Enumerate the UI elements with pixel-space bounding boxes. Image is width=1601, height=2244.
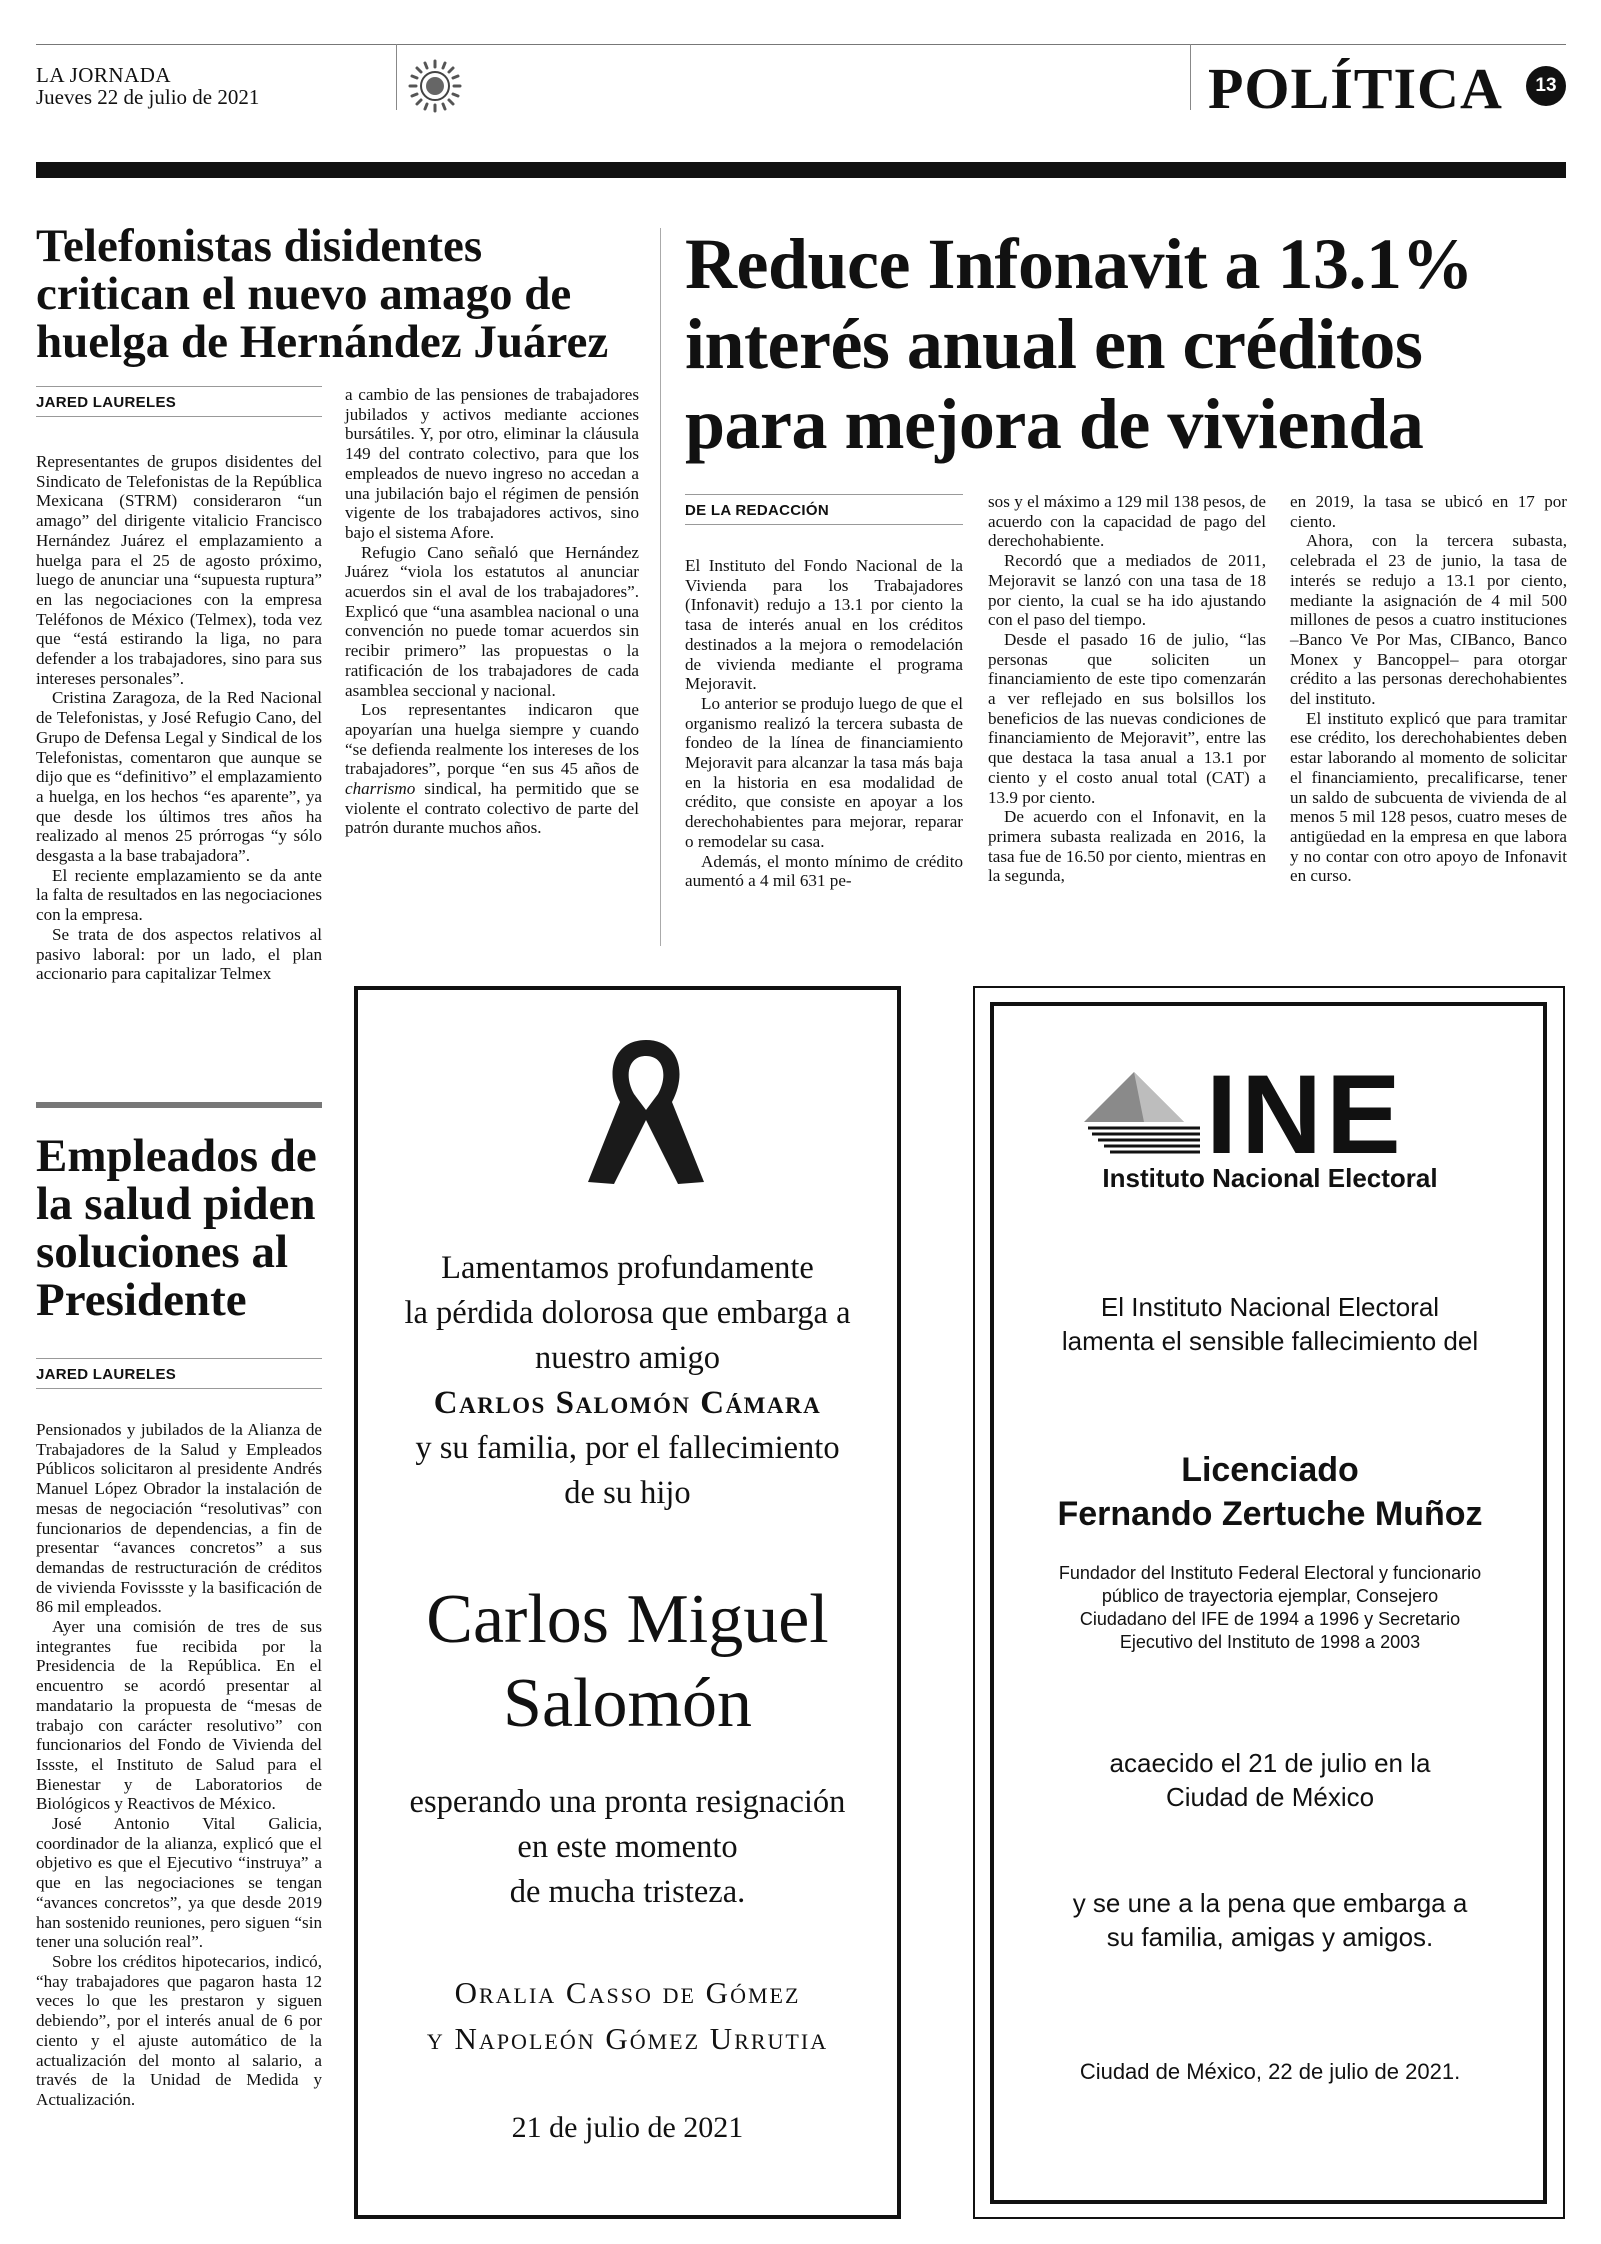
article-paragraph: Representantes de grupos disidentes del Sindicato de Telefonistas de la República Mexicana (STRM) consideraron “un amago” del dirigente vitalicio Francisco Hernández Juárez el emplazamiento a huelga para el 25 de agosto próximo, luego de anunciar una “supuesta ruptura” en las negociaciones con la empresa Teléfonos de México (Telmex), toda vez que “está estirando la liga, no para defender a los trabajadores, sino para sus intereses personales”. bbox=[36, 452, 322, 688]
article-paragraph: Lo anterior se produjo luego de que el organismo realizó la tercera subasta de fondeo de la línea de financiamiento Mejoravit para alcanzar la tasa más baja en la historia en esa modalidad de crédito, que consiste en apoyar a los derechohabientes para mejorar, reparar o remodelar su casa. bbox=[685, 693, 963, 851]
article-paragraph: El Instituto del Fondo Nacional de la Vivienda para los Trabajadores (Infonavit) redujo a 13.1 por ciento la tasa de interés anual en los créditos destinados a la mejora o remodelación de vivienda mediante el programa Mejoravit. bbox=[685, 556, 963, 694]
header-divider bbox=[396, 44, 397, 110]
ine-line: El Instituto Nacional Electoral bbox=[1100, 1292, 1440, 1322]
sun-logo-icon bbox=[407, 58, 463, 114]
issue-date: Jueves 22 de julio de 2021 bbox=[36, 85, 260, 109]
condolence-date: 21 de julio de 2021 bbox=[511, 2111, 744, 2144]
article-paragraph: Pensionados y jubilados de la Alianza de Trabajadores de la Salud y Empleados Públicos solicitaron al presidente Andrés Manuel López Obrador la instalación de mesas de negociación “resolutivas” con funcionarios de dependencias, a fin de presentar “avances concretos” a sus demandas de restructuración de créditos de vivienda Fovissste y la basificación de 86 mil empleados. bbox=[36, 1420, 322, 1617]
condolence-line: de su hijo bbox=[564, 1475, 691, 1511]
friend-name: Carlos Salomón Cámara bbox=[433, 1385, 822, 1421]
ine-honoree bbox=[1000, 1448, 1540, 1536]
article-paragraph bbox=[345, 700, 639, 838]
article-paragraph: Desde el pasado 16 de julio, “las personas que soliciten un financiamiento de este tipo comenzarán a ver reflejado en sus bolsillos los beneficios de las nuevas condiciones de financiamiento de Mejoravit”, entre las que destaca la tasa anual a 13.1 por ciento y el costo anual total (CAT) a 13.9 por ciento. bbox=[988, 629, 1266, 807]
article-paragraph: Se trata de dos aspectos relativos al pasivo laboral: por un lado, el plan accionario para capitalizar Telmex bbox=[36, 924, 322, 984]
article-paragraph: Cristina Zaragoza, de la Red Nacional de Telefonistas, y José Refugio Cano, del Grupo de Defensa Legal y Sindical de los Telefonistas, comentaron que aunque se dijo que es “definitivo” el emplazamiento a huelga, en los hechos “es aparente”, ya que desde los últimos tres años ha realizado al menos 25 prórrogas “y sólo desgasta a la base trabajadora”. bbox=[36, 688, 322, 866]
infonavit-column-3 bbox=[1290, 492, 1567, 886]
article-paragraph: a cambio de las pensiones de trabajadores jubilados y activos mediante acciones bursátiles. Y, por otro, eliminar la cláusula 149 del contrato colectivo, para que los empleados de nuevo ingreso no accedan a una jubilación bajo el régimen de pensión vigente de los trabajadores activos, sino bajo el sistema Afore. bbox=[345, 385, 639, 542]
article-paragraph: en 2019, la tasa se ubicó en 17 por ciento. bbox=[1290, 492, 1567, 531]
condolence-line: la pérdida dolorosa que embarga a bbox=[404, 1295, 851, 1331]
condolence-line: Lamentamos profundamente bbox=[441, 1250, 814, 1286]
article-paragraph: Recordó que a mediados de 2011, Mejoravit se lanzó con una tasa de 18 por ciento, la cual se ha ido ajustando con el paso del tiempo. bbox=[988, 551, 1266, 630]
deceased-name bbox=[360, 1578, 895, 1746]
ine-line: y se une a la pena que embarga a bbox=[1072, 1888, 1468, 1918]
italic-term: charrismo bbox=[345, 779, 416, 799]
infonavit-headline: Reduce Infonavit a 13.1% interés anual en créditos para mejora de vivienda bbox=[685, 224, 1474, 464]
empleados-byline: JARED LAURELES bbox=[36, 1358, 322, 1389]
ine-line: Ciudadano del IFE de 1994 a 1996 y Secretario bbox=[1079, 1609, 1461, 1629]
article-paragraph: Ayer una comisión de tres de sus integrantes fue recibida por la Presidencia de la República. En el encuentro se acordó presentar al mandatario la propuesta de “mesas de trabajo con carácter resolutivo” con funcionarios del Fondo de Vivienda del Issste, el Instituto de Salud para el Bienestar y de Laboratorios de Biológicos y Reactivos de México. bbox=[36, 1617, 322, 1814]
deceased-name-line: Carlos Miguel bbox=[426, 1581, 829, 1658]
deceased-name-line: Salomón bbox=[503, 1665, 752, 1742]
condolence-line: y su familia, por el fallecimiento bbox=[415, 1430, 840, 1466]
header-divider bbox=[1190, 44, 1191, 110]
article-paragraph: Sobre los créditos hipotecarios, indicó, “hay trabajadores que pagaron hasta 12 veces lo que les prestaron y siguen debiendo”, por el interés anual de 6 por ciento y el ajuste automático de la actualización del monto al salario, a través de la Unidad de Medida y Actualización. bbox=[36, 1951, 322, 2109]
signatories bbox=[360, 1970, 895, 2062]
ine-line: Ejecutivo del Instituto de 1998 a 2003 bbox=[1119, 1632, 1421, 1652]
ine-line: acaecido el 21 de julio en la bbox=[1109, 1748, 1431, 1778]
page-number-badge: 13 bbox=[1526, 66, 1566, 106]
ine-closing bbox=[1000, 1886, 1540, 1954]
telefonistas-column-1 bbox=[36, 452, 322, 984]
honoree-title: Licenciado bbox=[1181, 1451, 1359, 1489]
telefonistas-headline: Telefonistas disidentes critican el nuevo amago de huelga de Hernández Juárez bbox=[36, 220, 609, 368]
condolence-line: en este momento bbox=[517, 1829, 738, 1865]
article-paragraph: José Antonio Vital Galicia, coordinador de la alianza, explicó que el objetivo es que el Ejecutivo “instruya” a que en las negociaciones se tengan “avances concretos”, ya que desde 2019 han sostenido reuniones, pero siguen “sin tener una solución real”. bbox=[36, 1814, 322, 1952]
infonavit-column-1 bbox=[685, 556, 963, 891]
section-title: POLÍTICA bbox=[1208, 56, 1503, 121]
signatory: Oralia Casso de Gómez bbox=[454, 1975, 801, 2010]
ine-description bbox=[1028, 1562, 1512, 1654]
article-paragraph: El reciente emplazamiento se da ante la falta de resultados en las negociaciones con la empresa. bbox=[36, 865, 322, 925]
condolence-line: nuestro amigo bbox=[534, 1340, 721, 1376]
article-paragraph: Ahora, con la tercera subasta, celebrada el 23 de junio, la tasa de interés se redujo a 13.1 por ciento, mediante la asignación de 4 mil 500 millones de pesos a cuatro instituciones –Banco Ve Por Mas, CIBanco, Banco Monex y Bancoppel– para otorgar crédito a las personas derechohabientes del instituto. bbox=[1290, 531, 1567, 709]
ine-logo-text: INE bbox=[1206, 1052, 1405, 1177]
ine-line: lamenta el sensible fallecimiento del bbox=[1061, 1326, 1479, 1356]
header-rule bbox=[36, 44, 1566, 45]
condolence-line: esperando una pronta resignación bbox=[409, 1784, 846, 1820]
telefonistas-byline: JARED LAURELES bbox=[36, 386, 322, 417]
ine-institution-name: Instituto Nacional Electoral bbox=[1102, 1163, 1438, 1193]
column-divider bbox=[660, 228, 661, 946]
article-separator bbox=[36, 1102, 322, 1108]
ine-intro bbox=[1000, 1290, 1540, 1358]
infonavit-byline: DE LA REDACCIÓN bbox=[685, 494, 963, 525]
honoree-name: Fernando Zertuche Muñoz bbox=[1057, 1495, 1483, 1533]
empleados-headline: Empleados de la salud piden soluciones al Presidente bbox=[36, 1130, 317, 1326]
ine-event bbox=[1000, 1746, 1540, 1814]
ine-line: público de trayectoria ejemplar, Consejero bbox=[1101, 1586, 1439, 1606]
newspaper-name: LA JORNADA bbox=[36, 63, 172, 87]
ine-date: Ciudad de México, 22 de julio de 2021. bbox=[1079, 2059, 1461, 2084]
article-paragraph: De acuerdo con el Infonavit, en la primera subasta realizada en 2016, la tasa fue de 16.50 por ciento, mientras en la segunda, bbox=[988, 807, 1266, 886]
ine-line: Ciudad de México bbox=[1165, 1782, 1375, 1812]
ine-line: Fundador del Instituto Federal Electoral y funcionario bbox=[1058, 1563, 1482, 1583]
empleados-column bbox=[36, 1420, 322, 2110]
article-paragraph: Refugio Cano señaló que Hernández Juárez “viola los estatutos al anunciar acuerdos sin el aval de los trabajadores”. Explicó que “una asamblea nacional o una convención no puede tomar acuerdos sin recibir primero” las propuestas o la ratificación de los trabajadores de cada asamblea seccional y nacional. bbox=[345, 542, 639, 700]
ine-line: su familia, amigas y amigos. bbox=[1106, 1922, 1434, 1952]
text-segment: sindical, ha permitido que se violente el contrato colectivo de parte del patrón durante muchos años. bbox=[345, 779, 639, 838]
ine-logo-icon bbox=[1084, 1068, 1202, 1154]
infonavit-column-2 bbox=[988, 492, 1266, 886]
condolence-wish bbox=[360, 1780, 895, 1915]
text-segment: Los representantes indicaron que apoyarían una huelga siempre y cuando “se defienda realmente los intereses de los trabajadores”, porque “en sus 45 años de bbox=[345, 700, 639, 779]
condolence-intro bbox=[360, 1246, 895, 1516]
article-paragraph: sos y el máximo a 129 mil 138 pesos, de acuerdo con la capacidad de pago del derechohabiente. bbox=[988, 492, 1266, 551]
header-bar bbox=[36, 162, 1566, 178]
article-paragraph: El instituto explicó que para tramitar ese crédito, los derechohabientes deben estar laborando al momento de solicitar el financiamiento, precalificarse, tener un saldo de subcuenta de vivienda de al menos 5 mil 128 pesos, cuatro meses de antigüedad en la empresa en que labora y no contar con otro apoyo de Infonavit en curso. bbox=[1290, 708, 1567, 886]
article-paragraph: Además, el monto mínimo de crédito aumentó a 4 mil 631 pe- bbox=[685, 851, 963, 891]
signatory: y Napoleón Gómez Urrutia bbox=[426, 2021, 829, 2056]
mourning-ribbon-icon bbox=[580, 1032, 712, 1192]
telefonistas-column-2 bbox=[345, 385, 639, 838]
condolence-line: de mucha tristeza. bbox=[509, 1874, 746, 1910]
